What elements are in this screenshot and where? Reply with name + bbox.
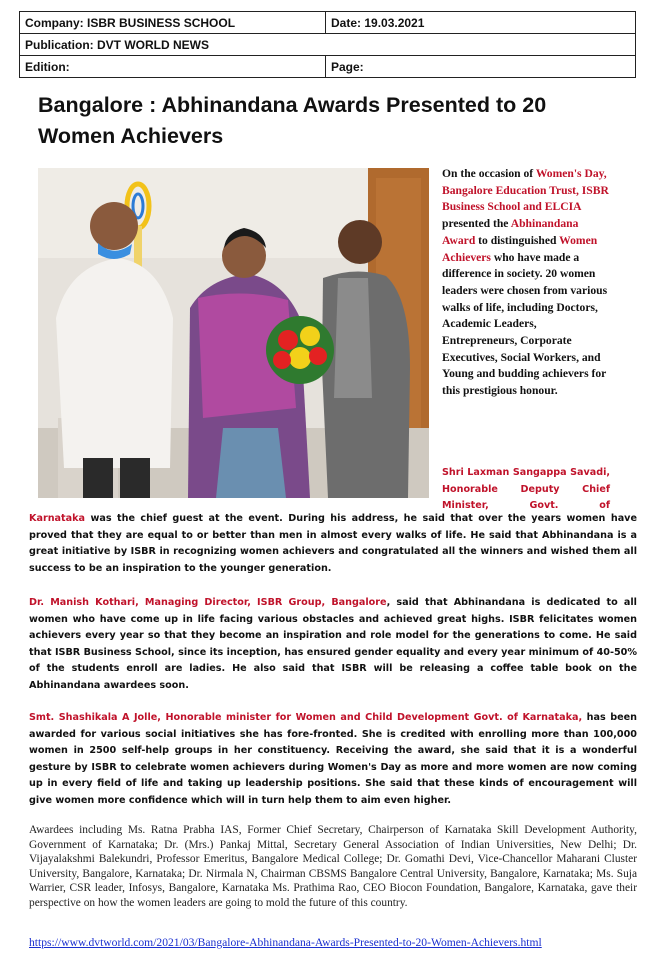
source-link[interactable]: https://www.dvtworld.com/2021/03/Bangalore-Abhinandana-Awards-Presented-to-20-Women-Achievers.html xyxy=(29,936,542,949)
bouquet-icon xyxy=(266,316,334,384)
jolle-paragraph xyxy=(29,710,637,810)
awardees-paragraph: Awardees including Ms. Ratna Prabha IAS, Former Chief Secretary, Chairperson of Karnataka Skill Development Authority, Government of Karnataka; Dr. (Mrs.) Pankaj Mittal, Secretary General Association of Indian Universities, New Delhi; Dr. Vijayalakshmi Balekundri, Professor Emeritus, Bangalore Medical College; Dr. Gomathi Devi, Vice-Chancellor Maharani Cluster University, Bangalore, Karnataka; Dr. Nirmala N, Chairman CBSMS Bangalore Central University, Bangalore, Karnataka; Ms. Suja Warrier, CSR leader, Infosys, Bangalore, Karnataka Ms. Prathima Rao, CEO Biocon Foundation, Bangalore, Karnataka, gave their perspective on how the women leaders are going to mold the future of this country. xyxy=(29,824,637,909)
chief-guest-text: was the chief guest at the event. During his address, he said that over the years women have proved that they are equal to or better than men in almost every walks of life. He said that Abhinandana is a great initiative by ISBR in recognizing women achievers and congratulated all the winners and wished them all success to be an inspiration to the younger generation. xyxy=(29,513,637,574)
kothari-paragraph xyxy=(29,595,637,695)
intro-paragraph xyxy=(442,166,610,400)
intro-text-3: to distinguished xyxy=(475,233,560,247)
page-cell: Page: xyxy=(326,56,636,78)
publication-cell: Publication: DVT WORLD NEWS xyxy=(20,34,636,56)
edition-cell: Edition: xyxy=(20,56,326,78)
chief-guest-paragraph xyxy=(29,511,637,577)
chief-guest-name-cont: Karnataka xyxy=(29,513,86,524)
intro-organizers: Women's Day, Bangalore Education Trust, ISBR Business School and ELCIA xyxy=(442,167,609,214)
company-cell: Company: ISBR BUSINESS SCHOOL xyxy=(20,12,326,34)
kothari-text: , said that Abhinandana is dedicated to all women who have come up in life facing various obstacles and achieved great highs. ISBR felicitates women achievers every year so that they become an inspiration and role model for the generations to come. He said that ISBR Business School, since its inception, has ensured gender equality and every year minimum of 40-50% of the students enroll are ladies. He also said that ISBR will be releasing a coffee table book on the Abhinandana awardees soon. xyxy=(29,597,637,691)
intro-text-1: On the occasion of xyxy=(442,167,536,180)
date-cell: Date: 19.03.2021 xyxy=(326,12,636,34)
chief-guest-name: Shri Laxman Sangappa Savadi, Honorable Deputy Chief Minister, Govt. of xyxy=(442,467,610,511)
intro-text-2: presented the xyxy=(442,217,511,231)
intro-text-4: who have made a difference in society. 20 women leaders were chosen from various walks of life, including Doctors, Academic Leaders, Entrepreneurs, Corporate Executives, Social Workers, and Young and budding achievers for this prestigious honour. xyxy=(442,250,608,398)
jolle-text: has been awarded for various social initiatives she has fore-fronted. She is credited with enrolling more than 100,000 women in 2500 self-help groups in her constituency. Receiving the award, she said that it is a wonderful gesture by ISBR to celebrate women achievers during Women's Day as more and more women are now coming up in every field of life and taking up leadership positions. She said that these kinds of encouragement will give women more confidence which will in turn help them to aim even higher. xyxy=(29,712,638,806)
award-presentation-photo xyxy=(38,168,429,498)
jolle-name: Smt. Shashikala A Jolle, Honorable minister for Women and Child Development Govt. of Karnataka, xyxy=(29,712,583,723)
kothari-name: Dr. Manish Kothari, Managing Director, ISBR Group, Bangalore xyxy=(29,597,387,608)
intro-women-achievers: Women Achievers xyxy=(442,233,598,264)
intro-award-name: Abhinandana Award xyxy=(442,217,579,247)
clipping-header-table xyxy=(19,11,636,78)
article-title: Bangalore : Abhinandana Awards Presented to 20 Women Achievers xyxy=(38,93,547,148)
